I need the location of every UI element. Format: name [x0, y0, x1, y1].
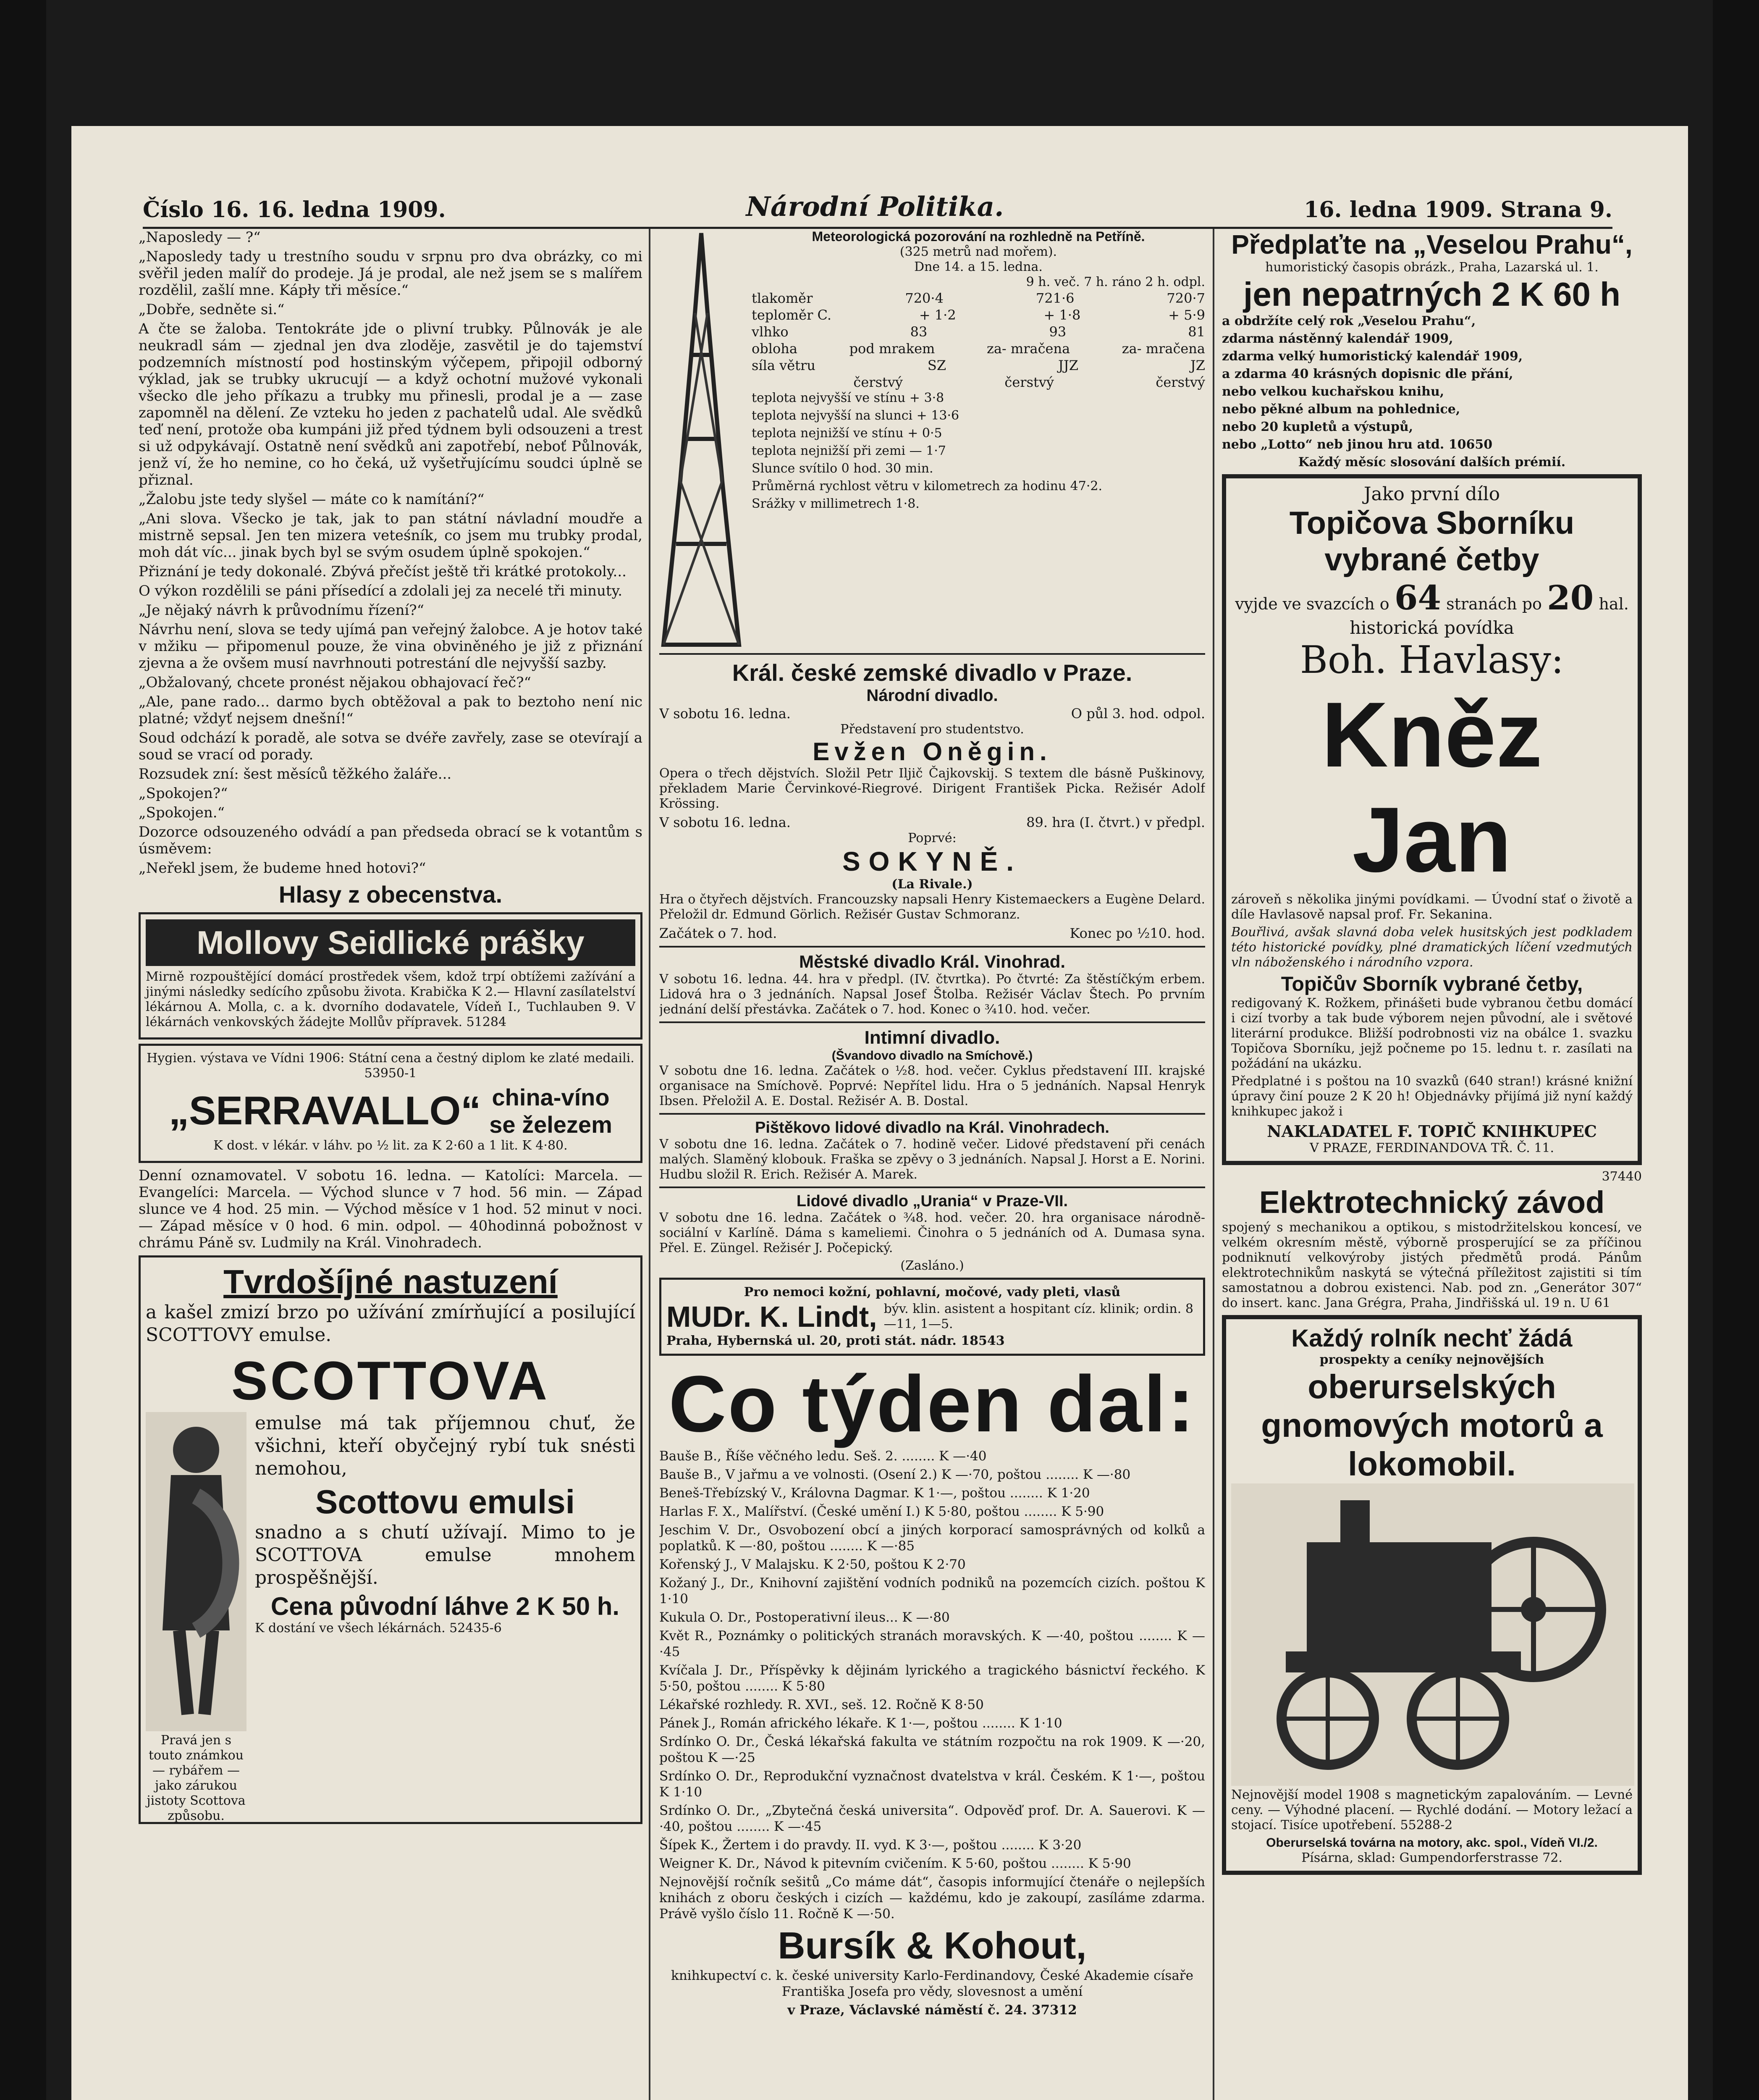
book-item: Srdínko O. Dr., Reprodukční vyznačnost dvatelstva v král. Českém. K 1·—, poštou K 1·10: [659, 1769, 1205, 1800]
ad-scott-body: [146, 1412, 635, 1826]
ad-mollov-text: Mirně rozpouštějící domácí prostředek všem, kdož trpí obtížemi zažívání a jinými následky sedícího způsobu života. Krabička K 2.— Hlavní zasílatelství lékárnou A. Molla, c. a k. dvorního dodavatele, Vídeň I., Tuchlauben 9. V lékárnách venkovských žádejte Mollův přípravek. 51284: [146, 969, 635, 1029]
rolnik-big: oberurselských gnomových motorů a lokomobil.: [1261, 1368, 1603, 1483]
elektro-heading: Elektrotechnický závod: [1259, 1185, 1605, 1220]
meteo-cell: za- mračena: [1122, 341, 1205, 357]
vinohrady-heading: Městské divadlo Král. Vinohrad.: [799, 952, 1066, 971]
meteo-cell: čerstvý: [853, 374, 903, 390]
locomobile-icon: [1231, 1483, 1634, 1786]
book-item: Srdínko O. Dr., Česká lékařská fakulta ve státním rozpočtu na rok 1909. K —·20, poštou K —·25: [659, 1734, 1205, 1765]
meteo-row: [752, 357, 1205, 374]
topic-l9: Bouřlivá, avšak slavná doba velek husitských jest podkladem této historické povídky, plné dramatických líčení vzedmutých vln náboženského i národního vzpora.: [1231, 925, 1633, 970]
theatre-vinohrady: [659, 952, 1205, 1017]
ad-lindt-name: MUDr. K. Lindt,: [666, 1300, 877, 1333]
meteo-cell: 720·4: [905, 290, 944, 306]
meteo-extra: Srážky v millimetrech 1·8.: [752, 496, 920, 511]
court-story: [139, 229, 642, 877]
meteo-cell: 83: [910, 324, 928, 340]
vesela-line: zdarma nástěnný kalendář 1909,: [1222, 331, 1453, 346]
fisherman-icon: [146, 1412, 246, 1731]
section-heading-hlasy: Hlasy z obecenstva.: [278, 881, 503, 908]
book-item: Bauše B., Říše věčného ledu. Seš. 2. ........ K —·40: [659, 1449, 987, 1464]
story-paragraph: A čte se žaloba. Tentokráte jde o plivní trubky. Půlnovák je ale neukradl sám — zjednal jen dva zloděje, zasvětil je do tajemství podzemních místností pod hostinským výčepem, připojil odborný výklad, jak se trubky ukrucují — a když ochotní mužové vykonali všecko dle jeho příkazu a trubky mu přinesli, prodal je a — zase zapomněl na dělení. Ze vzteku ho jeden z pachatelů udal. Ale svědků teď není, protože oba kumpáni již před týdnem byli odsouzeni a trest si už odpykávají. Ostatně není svědků ani zapotřebí, neboť Půlnovák, jenž ví, že ho nemine, co ho čeká, už vyšetřujícímu soudci úplně se přiznal.: [139, 320, 642, 488]
theatre-urania: [659, 1192, 1205, 1273]
theatre-p2-info: 89. hra (I. čtvrt.) v předpl.: [1026, 814, 1205, 830]
ad-topic: [1222, 474, 1642, 1165]
meteo-cell: obloha: [752, 341, 797, 357]
book-item: Šípek K., Žertem i do pravdy. II. vyd. K 3·—, poštou ........ K 3·20: [659, 1838, 1082, 1853]
ad-serravallo-sub1: china-víno: [492, 1084, 610, 1110]
ad-scott-brand: SCOTTOVA: [231, 1350, 550, 1411]
story-paragraph: Přiznání je tedy dokonalé. Zbývá přečíst ještě tři krátké protokoly...: [139, 563, 627, 580]
theatre-heading: Král. české zemské divadlo v Praze.: [732, 659, 1132, 686]
story-paragraph: Soud odchází k poradě, ale sotva se dvéře zavřely, zase se otevírají a soud se vrací od porady.: [139, 730, 642, 763]
column-rule: [649, 229, 650, 2100]
story-paragraph: „Dobře, sedněte si.“: [139, 301, 285, 318]
theatre-p1-title: Evžen Oněgin.: [813, 738, 1052, 766]
meteo-cell: čerstvý: [1156, 374, 1205, 390]
divider: [659, 1113, 1205, 1115]
vesela-line: zdarma velký humoristický kalendář 1909,: [1222, 349, 1523, 364]
theatre-p2-premiere: Poprvé:: [908, 831, 957, 845]
rolnik-text: Nejnovější model 1908 s magnetickým zapalováním. — Levné ceny. — Výhodné placení. — Rychlé dodání. — Motory ležací a stojací. Tisíce upotřebení. 55288-2: [1231, 1788, 1633, 1832]
ad-serravallo-sub: [489, 1084, 612, 1138]
ad-scott-brand2: Scottovu emulsi: [315, 1483, 575, 1520]
meteo-extra: Průměrná rychlost větru v kilometrech za hodinu 47·2.: [752, 479, 1102, 494]
vinohrady-text: V sobotu 16. ledna. 44. hra v předpl. (IV. čtvrtka). Po čtvrté: Za štěstíčkým erbem. Lidová hra o 3 jednáních. Napsal Josef Štolba. Režisér Václav Štech. Po prvním jednání delší přestávka. Začátek o 7. hod. Konec o ¾10. hod. večer.: [659, 972, 1205, 1017]
meteo-cell: za- mračena: [986, 341, 1070, 357]
ad-scott-figure: [146, 1412, 246, 1826]
meteo-cell: síla větru: [752, 357, 815, 373]
meteo-date: Dne 14. a 15. ledna.: [914, 260, 1043, 274]
booklist: [659, 1360, 1205, 2018]
scan-edge-left: [0, 0, 46, 2100]
story-paragraph: „Spokojen?“: [139, 785, 228, 802]
topic-l1: Jako první dílo: [1363, 483, 1500, 505]
vesela-heading: Předplaťte na „Veselou Prahu“,: [1231, 229, 1633, 260]
vesela-line: nebo pěkné album na pohlednice,: [1222, 402, 1460, 417]
ad-elektro: [1222, 1184, 1642, 1311]
ad-mollov-title: Mollovy Seidlické prášky: [146, 919, 635, 966]
theatre-p2-orig: (La Rivale.): [891, 877, 973, 892]
book-item: Beneš-Třebízský V., Královna Dagmar. K 1·—, poštou ........ K 1·20: [659, 1486, 1090, 1501]
divider: [659, 946, 1205, 948]
ad-scott-line3: snadno a s chutí užívají. Mimo to je SCOTTOVA emulse mnohem prospěšnější.: [255, 1522, 635, 1588]
ad-lindt-info: býv. klin. asistent a hospitant cíz. klinik; ordin. 8—11, 1—5.: [883, 1302, 1193, 1331]
ad-lindt-addr: Praha, Hybernská ul. 20, proti stát. nádr. 18543: [666, 1334, 1005, 1348]
story-paragraph: „Naposledy — ?“: [139, 229, 261, 246]
ad-lindt-row: [666, 1300, 1198, 1334]
newspaper-page: [71, 126, 1688, 2100]
ad-serravallo: [139, 1044, 642, 1163]
theatre-p2-text: Hra o čtyřech dějstvích. Francouzsky napsali Henry Kistemaeckers a Eugène Delard. Přeložil dr. Edmund Görlich. Režisér Gustav Schmoranz.: [659, 892, 1205, 922]
theatre-intimni: [659, 1027, 1205, 1109]
meteo-extra: Slunce svítilo 0 hod. 30 min.: [752, 461, 933, 476]
vesela-line: nebo velkou kuchařskou knihu,: [1222, 384, 1444, 399]
scan-edge-right: [1713, 0, 1759, 2100]
rolnik-heading: Každý rolník nechť žádá: [1291, 1325, 1573, 1352]
theatre-p1-text: Opera o třech dějstvích. Složil Petr Iljič Čajkovskij. S textem dle básně Puškinovy, překladem Marie Červinkové-Riegrové. Dirigent František Picka. Režisér Adolf Krössing.: [659, 766, 1205, 811]
topic-l4e: hal.: [1599, 595, 1629, 613]
story-paragraph: „Žalobu jste tedy slyšel — máte co k namítání?“: [139, 491, 485, 508]
topic-l4a: vyjde ve svazcích o: [1235, 595, 1389, 613]
book-item: Lékařské rozhledy. R. XVI., seš. 12. Ročně K 8·50: [659, 1697, 984, 1712]
book-item: Kukula O. Dr., Postoperativní ileus... K —·80: [659, 1610, 950, 1625]
story-paragraph: „Ale, pane rado... darmo bych obtěžoval a pak to beztoho není nic platné; vždyť nejsem dnešní!“: [139, 693, 642, 727]
rolnik-addr: Písárna, sklad: Gumpendorferstrasse 72.: [1301, 1851, 1562, 1865]
theatre-p1-note: Představení pro studentstvo.: [840, 722, 1024, 737]
ad-serravallo-sub2: se železem: [489, 1111, 612, 1138]
theatre-p2-date: V sobotu 16. ledna.: [659, 814, 791, 830]
urania-foot: (Zasláno.): [900, 1258, 964, 1273]
book-item: Pánek J., Román afrického lékaře. K 1·—, poštou ........ K 1·10: [659, 1716, 1062, 1731]
story-paragraph: „Spokojen.“: [139, 804, 225, 821]
meteo-cell: čerstvý: [1004, 374, 1054, 390]
theatre-p1-date: V sobotu 16. ledna.: [659, 706, 791, 722]
theatre-p2-times: [659, 925, 1205, 942]
topic-num: 37440: [1602, 1169, 1642, 1184]
book-item: Kožaný J., Dr., Knihovní zajištění vodních podniků na pozemcích cizích. poštou K 1·10: [659, 1575, 1205, 1606]
ad-vesela-praha: [1222, 229, 1642, 470]
story-paragraph: Návrhu není, slova se tedy ujímá pan veřejný žalobce. A je hotov také v mžiku — připomenul pouze, že vina obviněného je již z přiznání zjevna a že ovšem musí navrhnouti potrestání dle nejvyšší sazby.: [139, 621, 642, 672]
theatre-p1-time: O půl 3. hod. odpol.: [1071, 706, 1205, 722]
topic-l10: Topičův Sborník vybrané četby,: [1281, 973, 1583, 995]
meteo-cell: JJZ: [1058, 357, 1078, 373]
meteo-row: [752, 374, 1205, 391]
story-paragraph: „Je nějaký návrh k průvodnímu řízení?“: [139, 602, 424, 619]
topic-l14: V PRAZE, FERDINANDOVA TŘ. Č. 11.: [1309, 1141, 1555, 1155]
meteo-cell: + 1·2: [919, 307, 956, 323]
ad-scott-heading: Tvrdošíjné nastuzení: [223, 1263, 558, 1300]
topic-l4c: stranách po: [1446, 595, 1542, 613]
rolnik-sub: prospekty a ceníky nejnovějších: [1319, 1352, 1544, 1367]
meteo-title: Meteorologická pozorování na rozhledně na Petříně.: [812, 229, 1145, 244]
theatre-p2-title: SOKYNĚ.: [842, 846, 1022, 877]
column-3: [1222, 229, 1642, 2100]
meteo-cell: 81: [1188, 324, 1205, 340]
column-rule: [1213, 229, 1214, 2100]
topic-l12: Předplatné i s poštou na 10 svazků (640 stran!) krásné knižní úpravy činí pouze 2 K 20 h! Objednávky přijímá již nyní každý knihkupec jakož i: [1231, 1074, 1633, 1119]
book-item: Bauše B., V jařmu a ve volnosti. (Osení 2.) K —·70, poštou ........ K —·80: [659, 1467, 1131, 1482]
book-item: Harlas F. X., Malířství. (České umění I.) K 5·80, poštou ........ K 5·90: [659, 1504, 1104, 1519]
meteo-cell: pod mrakem: [849, 341, 935, 357]
urania-heading: Lidové divadlo „Urania“ v Praze-VII.: [796, 1192, 1068, 1210]
topic-l4d: 20: [1547, 578, 1594, 617]
meteo-cell: 93: [1049, 324, 1067, 340]
story-paragraph: „Obžalovaný, chcete pronést nějakou obhajovací řeč?“: [139, 674, 531, 691]
urania-text: V sobotu dne 16. ledna. Začátek o ¾8. hod. večer. 20. hra organisace národně-sociální v Karlíně. Dáma s kameliemi. Činohra o 5 jednáních od A. Dumasa syna. Přel. E. Züngel. Režisér J. Počepický.: [659, 1210, 1205, 1255]
intimni-heading: Intimní divadlo.: [864, 1027, 1000, 1048]
ad-scott-caption: Pravá jen s touto známkou — rybářem — jako zárukou jistoty Scottova způsobu.: [147, 1733, 246, 1823]
divider: [659, 653, 1205, 655]
book-item: Kořenský J., V Malajsku. K 2·50, poštou K 2·70: [659, 1557, 966, 1572]
vesela-line: nebo „Lotto“ neb jinou hru atd. 10650: [1222, 437, 1493, 452]
meteo-extra: teplota nejvyšší ve stínu + 3·8: [752, 391, 944, 405]
petrin-tower-icon: [659, 229, 743, 649]
pistek-heading: Pištěkovo lidové divadlo na Král. Vinohradech.: [755, 1119, 1109, 1137]
ad-scott-line2: emulse má tak příjemnou chuť, že všichni, kteří obyčejný rybí tuk snésti nemohou,: [255, 1412, 635, 1479]
booklist-heading: Co týden dal:: [668, 1360, 1196, 1449]
book-item: Jeschim V. Dr., Osvobození obcí a jiných korporací samosprávných od kolků a poplatků. K —·80, poštou ........ K —·85: [659, 1522, 1205, 1554]
booklist-firm-text: knihkupectví c. k. české university Karlo-Ferdinandovy, České Akademie císaře Františka Josefa pro vědy, slovesnost a umění: [671, 1968, 1193, 1999]
topic-l3: vybrané četby: [1324, 542, 1539, 578]
topic-l4: [1231, 578, 1633, 617]
ad-scott-footer: K dostání ve všech lékárnách. 52435-6: [255, 1621, 502, 1635]
theatre-p2-end: Konec po ½10. hod.: [1070, 925, 1205, 941]
vesela-price: jen nepatrných 2 K 60 h: [1243, 276, 1621, 313]
ad-scott: [139, 1255, 642, 1824]
intimni-text: V sobotu dne 16. ledna. Začátek o ½8. hod. večer. Cyklus představení III. krajské organisace na Smíchově. Poprvé: Nepřítel lidu. Hra o 5 jednáních. Napsal Henryk Ibsen. Přeložil A. E. Dostal. Režisér A. B. Dostal.: [659, 1063, 1205, 1108]
meteo-extra: teplota nejnižší ve stínu + 0·5: [752, 426, 942, 441]
header-issue: Číslo 16. 16. ledna 1909.: [143, 197, 446, 223]
topic-l6: Boh. Havlasy:: [1300, 638, 1564, 682]
divider: [659, 1021, 1205, 1023]
story-paragraph: „Naposledy tady u trestního soudu v srpnu pro dva obrázky, co mi svěřil jeden malíř do prodeje. Já je prodal, ale než jsem se s malířem rozdělil, zašlí mne. Kápły tři měsíce.“: [139, 248, 642, 299]
theatre-national: [659, 659, 1205, 942]
ad-serravallo-name: „SERRAVALLO“: [169, 1088, 481, 1133]
daily-notice: Denní oznamovatel. V sobotu 16. ledna. — Katolíci: Marcela. — Evangelíci: Marcela. — Východ slunce v 7 hod. 56 min. — Západ slunce ve 4 hod. 25 min. — Východ měsíce v 1 hod. 52 minut v noci. — Západ měsíce v 0 hod. 6 min. odpol. — 40hodinná pobožnost v chrámu Páně sv. Ludmily na Král. Vinohradech.: [139, 1167, 642, 1251]
vesela-line: a obdržíte celý rok „Veselou Prahu“,: [1222, 314, 1476, 328]
intimni-sub: (Švandovo divadlo na Smíchově.): [831, 1049, 1033, 1063]
story-paragraph: „Ani slova. Všecko je tak, jak to pan státní návladní moudře a mistrně sepsal. Jen ten mizera veteśník, co jsem mu trubky prodal, moh dát víc... jinak bych byl se svým osudem úplně spokojen.“: [139, 510, 642, 561]
meteo-cell: + 1·8: [1043, 307, 1081, 323]
topic-l13: NAKLADATEL F. TOPIČ KNIHKUPEC: [1267, 1122, 1597, 1141]
meteo-cell: 721·6: [1035, 290, 1075, 306]
ad-serravallo-top: Hygien. výstava ve Vídni 1906: Státní cena a čestný diplom ke zlaté medaili. 53950-1: [147, 1051, 634, 1081]
meteo-sub: (325 metrů nad mořem).: [899, 244, 1057, 259]
topic-l5: historická povídka: [1350, 617, 1514, 638]
meteo-cell: SZ: [927, 357, 946, 373]
topic-l2: Topičova Sborníku: [1289, 505, 1575, 541]
booklist-firm-addr: v Praze, Václavské náměstí č. 24. 37312: [787, 2003, 1077, 2018]
story-paragraph: Rozsudek zní: šest měsíců těžkého žaláře...: [139, 766, 452, 782]
page-header: [143, 185, 1612, 229]
column-1: [139, 229, 642, 2100]
elektro-text: spojený s mechanikou a optikou, s mistodržitelskou koncesí, ve velkém okresním městě, výborně prosperující se za příčinou podniknutí velkovýroby jistých předmětů prodá. Pánům elektrotechnikům naskytá se výtečná příležitost zajistiti si tím samostatnou a dobrou existenci. Nab. pod zn. „Generátor 307“ do insert. kanc. Jana Grégra, Praha, Jindřišská ul. 19 n. U 61: [1222, 1220, 1642, 1310]
vesela-sub: humoristický časopis obrázk., Praha, Lazarská ul. 1.: [1265, 260, 1599, 275]
booklist-firm: Bursík & Kohout,: [778, 1925, 1087, 1967]
column-2: [659, 229, 1205, 2100]
meteo-cell: teploměr C.: [752, 307, 832, 323]
ad-lindt-line1: Pro nemoci kožní, pohlavní, močové, vady pleti, vlasů: [744, 1285, 1121, 1299]
book-item: Kvíčala J. Dr., Příspěvky k dějinám lyrického a tragického básnictví řeckého. K 5·50, poštou ........ K 5·80: [659, 1663, 1205, 1694]
theatre-sub: Národní divadlo.: [866, 686, 998, 705]
book-item: Květ R., Poznámky o politických stranách moravských. K —·40, poštou ........ K —·45: [659, 1628, 1205, 1659]
meteo-head: 9 h. več. 7 h. ráno 2 h. odpl.: [1026, 275, 1205, 289]
ad-serravallo-bottom: K dost. v lékár. v láhv. po ½ lit. za K 2·60 a 1 lit. K 4·80.: [213, 1138, 568, 1153]
topic-l7: Kněz Jan: [1321, 683, 1542, 891]
pistek-text: V sobotu dne 16. ledna. Začátek o 7. hodině večer. Lidové představení při cenách malých. Slaměný klobouk. Fraška se zpěvy o 3 jednáních. Napsal J. Horst a E. Norini. Hudbu složil R. Erich. Režisér A. Marek.: [659, 1137, 1205, 1182]
theatre-p2-row: [659, 814, 1205, 831]
theatre-p1-row: [659, 705, 1205, 722]
meteo-report: [659, 229, 1205, 649]
divider: [659, 1186, 1205, 1188]
theatre-p2-start: Začátek o 7. hod.: [659, 925, 777, 941]
story-paragraph: O výkon rozdělili se páni přísedící a zdolali jej za necelé tři minuty.: [139, 583, 623, 599]
meteo-cell: vlhko: [752, 324, 789, 340]
meteo-cell: JZ: [1190, 357, 1205, 373]
topic-l4b: 64: [1394, 578, 1442, 617]
story-paragraph: Dozorce odsouzeného odvádí a pan předseda obrací se k votantům s úsměvem:: [139, 824, 642, 857]
header-date-page: 16. ledna 1909. Strana 9.: [1304, 197, 1612, 223]
topic-l11: redigovaný K. Rožkem, přinášeti bude vybranou četbu domácí i cizí tvorby a tak bude výborem nejen původní, ale i světové literární produkce. Bližší podrobnosti viz na obálce 1. svazku Topičova Sborníku, jejž počneme po 15. lednu t. r. zasílati na požádání na ukázku.: [1231, 996, 1633, 1071]
book-item: Nejnovější ročník sešitů „Co máme dát“, časopis informující čtenáře o nejlepších knihách z oboru českých i cizích — každému, kdo je zakoupí, zasíláme zdarma. Právě vyšlo číslo 11. Ročně K —·50.: [659, 1874, 1205, 1922]
vesela-line: nebo 20 kupletů a výstupů,: [1222, 420, 1413, 434]
topic-l8: zároveň s několika jinými povídkami. — Úvodní stať o životě a díle Havlasově napsal prof. Fr. Sekanina.: [1231, 892, 1633, 922]
meteo-cell: 720·7: [1167, 290, 1205, 306]
book-item: Srdínko O. Dr., „Zbytečná česká universita“. Odpověď prof. Dr. A. Sauerovi. K —·40, poštou ........ K —·45: [659, 1803, 1205, 1834]
ad-mollov: [139, 912, 642, 1040]
ad-oberursel: [1222, 1315, 1642, 1875]
story-paragraph: „Neřekl jsem, že budeme hned hotovi?“: [139, 860, 426, 877]
vesela-line: Každý měsíc slosování dalších prémií.: [1298, 455, 1566, 470]
meteo-extra: teplota nejnižší při zemi — 1·7: [752, 444, 946, 458]
header-title: Národní Politika.: [746, 191, 1004, 223]
meteo-row: [752, 340, 1205, 357]
rolnik-firm: Oberurselská továrna na motory, akc. spol., Vídeň VI./2.: [1266, 1836, 1598, 1850]
book-item: Weigner K. Dr., Návod k pitevním cvičením. K 5·60, poštou ........ K 5·90: [659, 1856, 1131, 1871]
meteo-row: [752, 290, 1205, 307]
meteo-cell: tlakoměr: [752, 290, 813, 306]
ad-lindt: [659, 1278, 1205, 1356]
vesela-line: a zdarma 40 krásných dopisnic dle přání,: [1222, 367, 1513, 381]
theatre-pistek: [659, 1119, 1205, 1182]
ad-serravallo-brand: [146, 1084, 635, 1138]
meteo-row: [752, 307, 1205, 323]
meteo-row: [752, 323, 1205, 340]
meteo-extra: teplota nejvyšší na slunci + 13·6: [752, 408, 959, 423]
ad-scott-price: Cena původní láhve 2 K 50 h.: [270, 1592, 620, 1620]
ad-scott-line1: a kašel zmizí brzo po užívání zmírňující a posilující SCOTTOVY emulse.: [146, 1302, 635, 1346]
ad-scott-copy: [255, 1412, 635, 1826]
meteo-cell: + 5·9: [1168, 307, 1205, 323]
